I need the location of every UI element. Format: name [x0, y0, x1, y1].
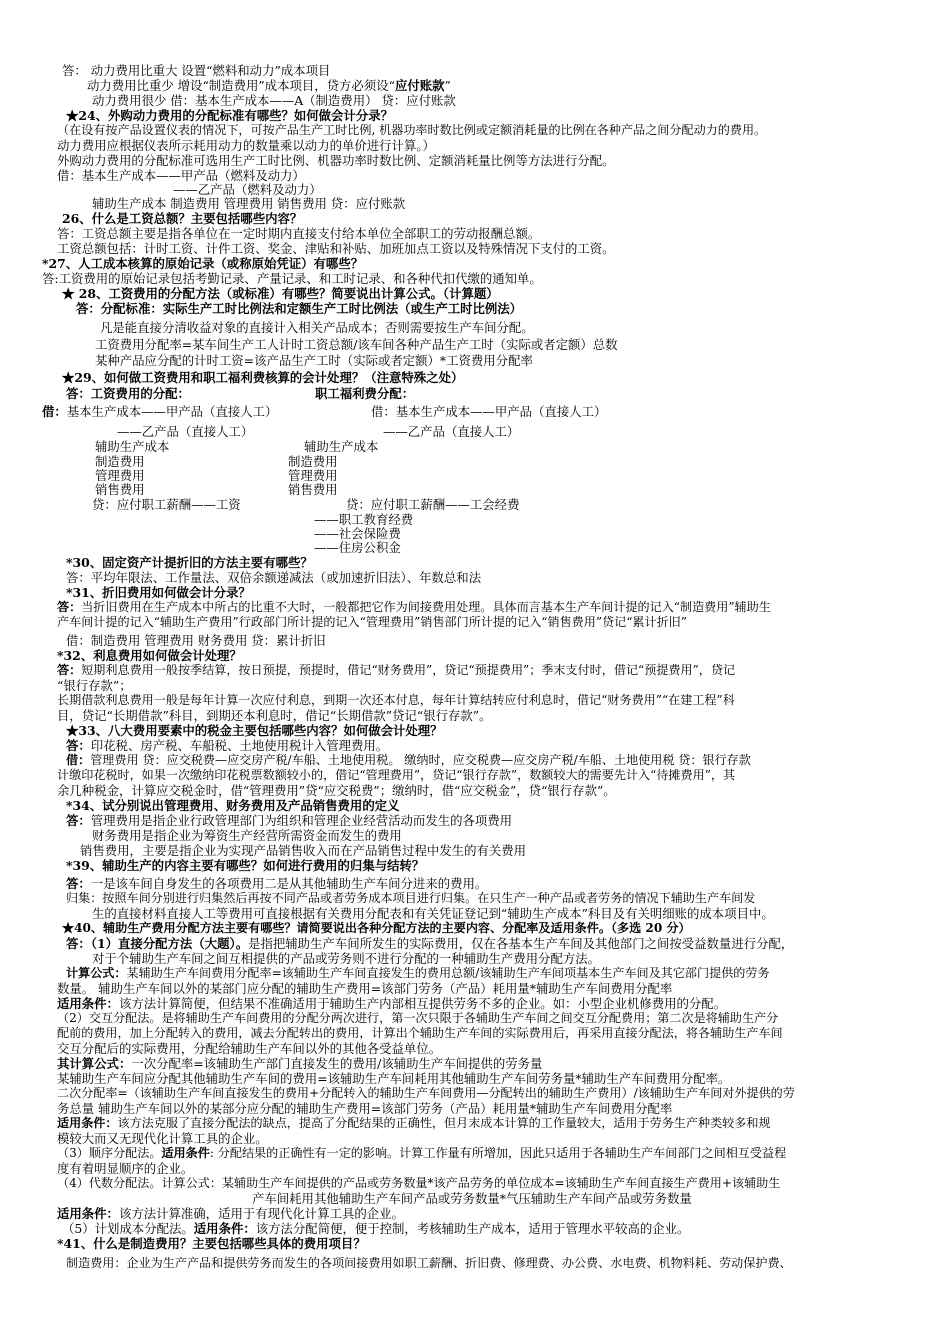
journal-line: ——住房公积金 [314, 540, 401, 555]
text-line: 财务费用是指企业为筹资生产经营所需资金而发生的费用 [92, 828, 402, 843]
text-line: 生的直接材料直接人工等费用可直接根据有关费用分配表和有关凭证登记到“辅助生产成本”科目及有关明细账的成本项目中。 [92, 906, 774, 921]
text-line: 交互分配后的实际费用，分配给辅助生产车间以外的其他各受益单位。 [57, 1041, 442, 1056]
text-line: 工资费用分配率=某车间生产工人计时工资总额/该车间各种产品生产工时（实际或者定额）总数 [95, 337, 618, 352]
answer-heading: 答：工资费用的分配： [66, 386, 190, 401]
text-line: 借：基本生产成本——甲产品（燃料及动力） [57, 168, 305, 183]
journal-line: 借：基本生产成本——甲产品（直接人工） [42, 404, 278, 419]
text-line: 动力费用应根据仪表所示耗用动力的数量乘以动力的单价进行计算。） [57, 138, 435, 153]
text-line: 适用条件：该方法计算准确，适用于有现代化计算工具的企业。 [57, 1206, 404, 1221]
text-line: 长期借款利息费用一般是每年计算一次应付利息，到期一次还本付息，每年计算结转应付利息时，借记“财务费用”“在建工程”科 [57, 693, 735, 707]
question-heading: ★24、外购动力费用的分配标准有哪些？如何做会计分录？ [66, 108, 394, 123]
journal-line: 借：基本生产成本——甲产品（直接人工） [371, 404, 607, 419]
journal-line: 销售费用 [288, 482, 338, 497]
text-line: 凡是能直接分清收益对象的直接计入相关产品成本；否则需要按生产车间分配。 [100, 320, 534, 335]
text-line: 答：管理费用是指企业行政管理部门为组织和管理企业经营活动而发生的各项费用 [66, 813, 513, 828]
text-line: 制造费用：企业为生产产品和提供劳务而发生的各项间接费用如职工薪酬、折旧费、修理费、办公费、水电费、机物料耗、劳动保护费、 [66, 1256, 792, 1270]
text-line: 答：平均年限法、工作量法、双倍余额递减法（或加速折旧法）、年数总和法 [66, 570, 482, 585]
text-line: 答： 动力费用比重大 设置“燃料和动力”成本项目 [62, 63, 331, 78]
text-line: ——乙产品（燃料及动力） [173, 182, 322, 197]
text-line: “银行存款”； [57, 678, 132, 693]
question-heading: ★ 28、工资费用的分配方法（或标准）有哪些？简要说出计算公式。（计算题） [62, 286, 499, 301]
text-line: （在设有按产品设置仪表的情况下，可按产品生产工时比例, 机器功率时数比例或定额消耗量的比例在各种产品之间分配动力的费用。 [57, 123, 767, 137]
text-line: 配前的费用，加上分配转入的费用，减去分配转出的费用，计算出个辅助生产车间的实际费用后，再采用直接分配法，将各辅助生产车间 [57, 1026, 783, 1040]
text-line: 某种产品应分配的计时工资=该产品生产工时（实际或者定额）*工资费用分配率 [95, 353, 533, 368]
question-heading: ★29、如何做工资费用和职工福利费核算的会计处理？（注意特殊之处） [62, 370, 464, 385]
question-heading: ★40、辅助生产费用分配方法主要有哪些？请简要说出各种分配方法的主要内容、分配率及适用条件。（多选 20 分） [62, 921, 691, 935]
text-line: 某辅助生产车间应分配其他辅助生产车间的费用=该辅助生产车间耗用其他辅助生产车间劳务量*辅助生产车间费用分配率。 [57, 1071, 731, 1086]
text-line: 产车间计提的记入“辅助生产费用”行政部门所计提的记入“管理费用”销售部门所计提的记入“销售费用”贷记“累计折旧” [57, 615, 687, 629]
text-line: 销售费用，主要是指企业为实现产品销售收入而在产品销售过程中发生的有关费用 [80, 843, 527, 858]
text-line: 动力费用很少 借：基本生产成本——A（制造费用） 贷：应付账款 [92, 93, 456, 108]
text-line: 余几种税金，计算应交税金时，借“管理费用”贷“应交税费”；缴纳时，借“应交税金”，贷“银行存款”。 [57, 783, 616, 798]
journal-line: 销售费用 [95, 482, 145, 497]
text-line: 务总量 辅助生产车间以外的某部分应分配的辅助生产费用=该部门劳务（产品）耗用量*辅助生产车间费用分配率 [57, 1101, 673, 1116]
journal-line: 辅助生产成本 [304, 439, 379, 454]
question-heading: *39、辅助生产的内容主要有哪些？如何进行费用的归集与结转？ [66, 858, 425, 873]
text-line: 答：印花税、房产税、车船税、土地使用税计入管理费用。 [66, 738, 389, 753]
text-line: 适用条件：该方法克服了直接分配法的缺点，提高了分配结果的正确性，但月末成本计算的工作量较大，适用于劳务生产种类较多和规 [57, 1116, 771, 1130]
journal-line: ——乙产品（直接人工） [383, 424, 520, 439]
journal-line: 管理费用 [95, 468, 145, 483]
text-line: 借：制造费用 管理费用 财务费用 贷：累计折旧 [66, 633, 326, 648]
text-line: 答：工资总额主要是指各单位在一定时期内直接支付给本单位全部职工的劳动报酬总额。 [57, 226, 541, 241]
text-line: 计缴印花税时，如果一次缴纳印花税票数额较小的，借记“管理费用”，贷记“银行存款”，数额较大的需要先计入“待摊费用”，其 [57, 768, 736, 782]
answer-heading: 职工福利费分配： [315, 386, 415, 401]
text-line: 产车间耗用其他辅助生产车间产品或劳务数量*气压辅助生产车间产品或劳务数量 [252, 1191, 692, 1206]
question-heading: *30、固定资产计提折旧的方法主要有哪些？ [66, 555, 313, 570]
question-heading: *32、利息费用如何做会计处理？ [57, 648, 242, 663]
text-line: 借：管理费用 贷：应交税费—应交房产税/车船、土地使用税。 缴纳时，应交税费—应交房产税/车船、土地使用税 贷：银行存款 [66, 753, 751, 767]
text-line: 二次分配率=（该辅助生产车间直接发生的费用+分配转入的辅助生产车间费用—分配转出的辅助生产费用）/该辅助生产车间对外提供的劳 [57, 1086, 795, 1100]
text-line: 其计算公式：一次分配率=该辅助生产部门直接发生的费用/该辅助生产车间提供的劳务量 [57, 1056, 543, 1071]
text-line: 目，贷记“长期借款”科目，到期还本利息时，借记“长期借款”贷记“银行存款”。 [57, 708, 492, 723]
journal-line: 制造费用 [288, 454, 338, 469]
question-heading: ★33、八大费用要素中的税金主要包括哪些内容？如何做会计处理？ [66, 723, 443, 738]
answer-heading: 答：分配标准：实际生产工时比例法和定额生产工时比例法（或生产工时比例法） [76, 301, 523, 316]
text-line: 答:工资费用的原始记录包括考勤记录、产量记录、和工时记录、和各种代扣代缴的通知单。 [42, 271, 542, 286]
question-heading: *27、人工成本核算的原始记录（或称原始凭证）有哪些？ [42, 256, 364, 271]
text-line: 答：当折旧费用在生产成本中所占的比重不大时，一般都把它作为间接费用处理。具体而言基本生产车间计提的记入“制造费用”辅助生 [57, 600, 771, 614]
journal-line: ——乙产品（直接人工） [117, 424, 254, 439]
text-line: （5）计划成本分配法。适用条件：该方法分配简便，便于控制，考核辅助生产成本，适用于管理水平较高的企业。 [62, 1221, 690, 1236]
text-line: 答：短期利息费用一般按季结算，按日预提，预提时，借记“财务费用”，贷记“预提费用”；季末支付时，借记“预提费用”，贷记 [57, 663, 736, 677]
text-line: 答：（1）直接分配方法（大题）。是指把辅助生产车间所发生的实际费用，仅在各基本生产车间及其他部门之间按受益数量进行分配， [66, 936, 794, 951]
text-line: 动力费用比重少 增设“制造费用”成本项目，贷方必须设“应付账款” [87, 78, 451, 93]
text-line: 辅助生产成本 制造费用 管理费用 销售费用 贷：应付账款 [92, 196, 406, 211]
journal-line: 贷：应付职工薪酬——工资 [92, 497, 241, 512]
question-heading: *31、折旧费用如何做会计分录？ [66, 585, 251, 600]
text-line: 答：一是该车间自身发生的各项费用二是从其他辅助生产车间分进来的费用。 [66, 876, 488, 891]
question-heading: *34、试分别说出管理费用、财务费用及产品销售费用的定义 [66, 798, 400, 813]
text-line: 对于个辅助生产车间之间互相提供的产品或劳务则不进行分配的一种辅助生产费用分配方法。 [92, 951, 601, 966]
text-line: 工资总额包括：计时工资、计件工资、奖金、津贴和补贴、加班加点工资以及特殊情况下支付的工资。 [57, 241, 615, 256]
journal-line: 管理费用 [288, 468, 338, 483]
journal-line: 制造费用 [95, 454, 145, 469]
text-line: 计算公式：某辅助生产车间费用分配率=该辅助生产车间直接发生的费用总额/该辅助生产车间项基本生产车间及其它部门提供的劳务 [66, 966, 770, 980]
text-line: 度有着明显顺序的企业。 [57, 1161, 194, 1176]
text-line: 外购动力费用的分配标准可选用生产工时比例、机器功率时数比例、定额消耗量比例等方法进行分配。 [57, 153, 615, 168]
text-line: 归集：按照车间分别进行归集然后再按不同产品或者劳务成本项目进行归集。在只生产一种产品或者劳务的情况下辅助生产车间发 [66, 891, 756, 905]
journal-line: 辅助生产成本 [95, 439, 170, 454]
journal-line: ——职工教育经费 [314, 512, 414, 527]
text-line: 数量。 辅助生产车间以外的某部门应分配的辅助生产费用=该部门劳务（产品）耗用量*辅助生产车间费用分配率 [57, 981, 673, 996]
question-heading: *41、什么是制造费用？主要包括哪些具体的费用项目？ [57, 1236, 366, 1251]
text-line: 模较大而又无现代化计算工具的企业。 [57, 1131, 268, 1146]
journal-line: 贷：应付职工薪酬——工会经费 [346, 497, 520, 512]
journal-line: ——社会保险费 [314, 526, 401, 541]
text-line: 适用条件：该方法计算简便，但结果不准确适用于辅助生产内部相互提供劳务不多的企业。如：小型企业机修费用的分配。 [57, 996, 727, 1011]
text-line: （4）代数分配法。计算公式：某辅助生产车间提供的产品或劳务数量*该产品劳务的单位成本=该辅助生产车间直接生产费用+该辅助生 [57, 1176, 781, 1190]
question-heading: 26、什么是工资总额？主要包括哪些内容？ [62, 211, 303, 226]
text-line: （2）交互分配法。是将辅助生产车间费用的分配分两次进行，第一次只限于各辅助生产车间之间交互分配费用；第二次是将辅助生产分 [57, 1011, 779, 1025]
text-line: （3）顺序分配法。适用条件: 分配结果的正确性有一定的影响。计算工作量有所增加，因此只适用于各辅助生产车间部门之间相互受益程 [57, 1146, 787, 1160]
